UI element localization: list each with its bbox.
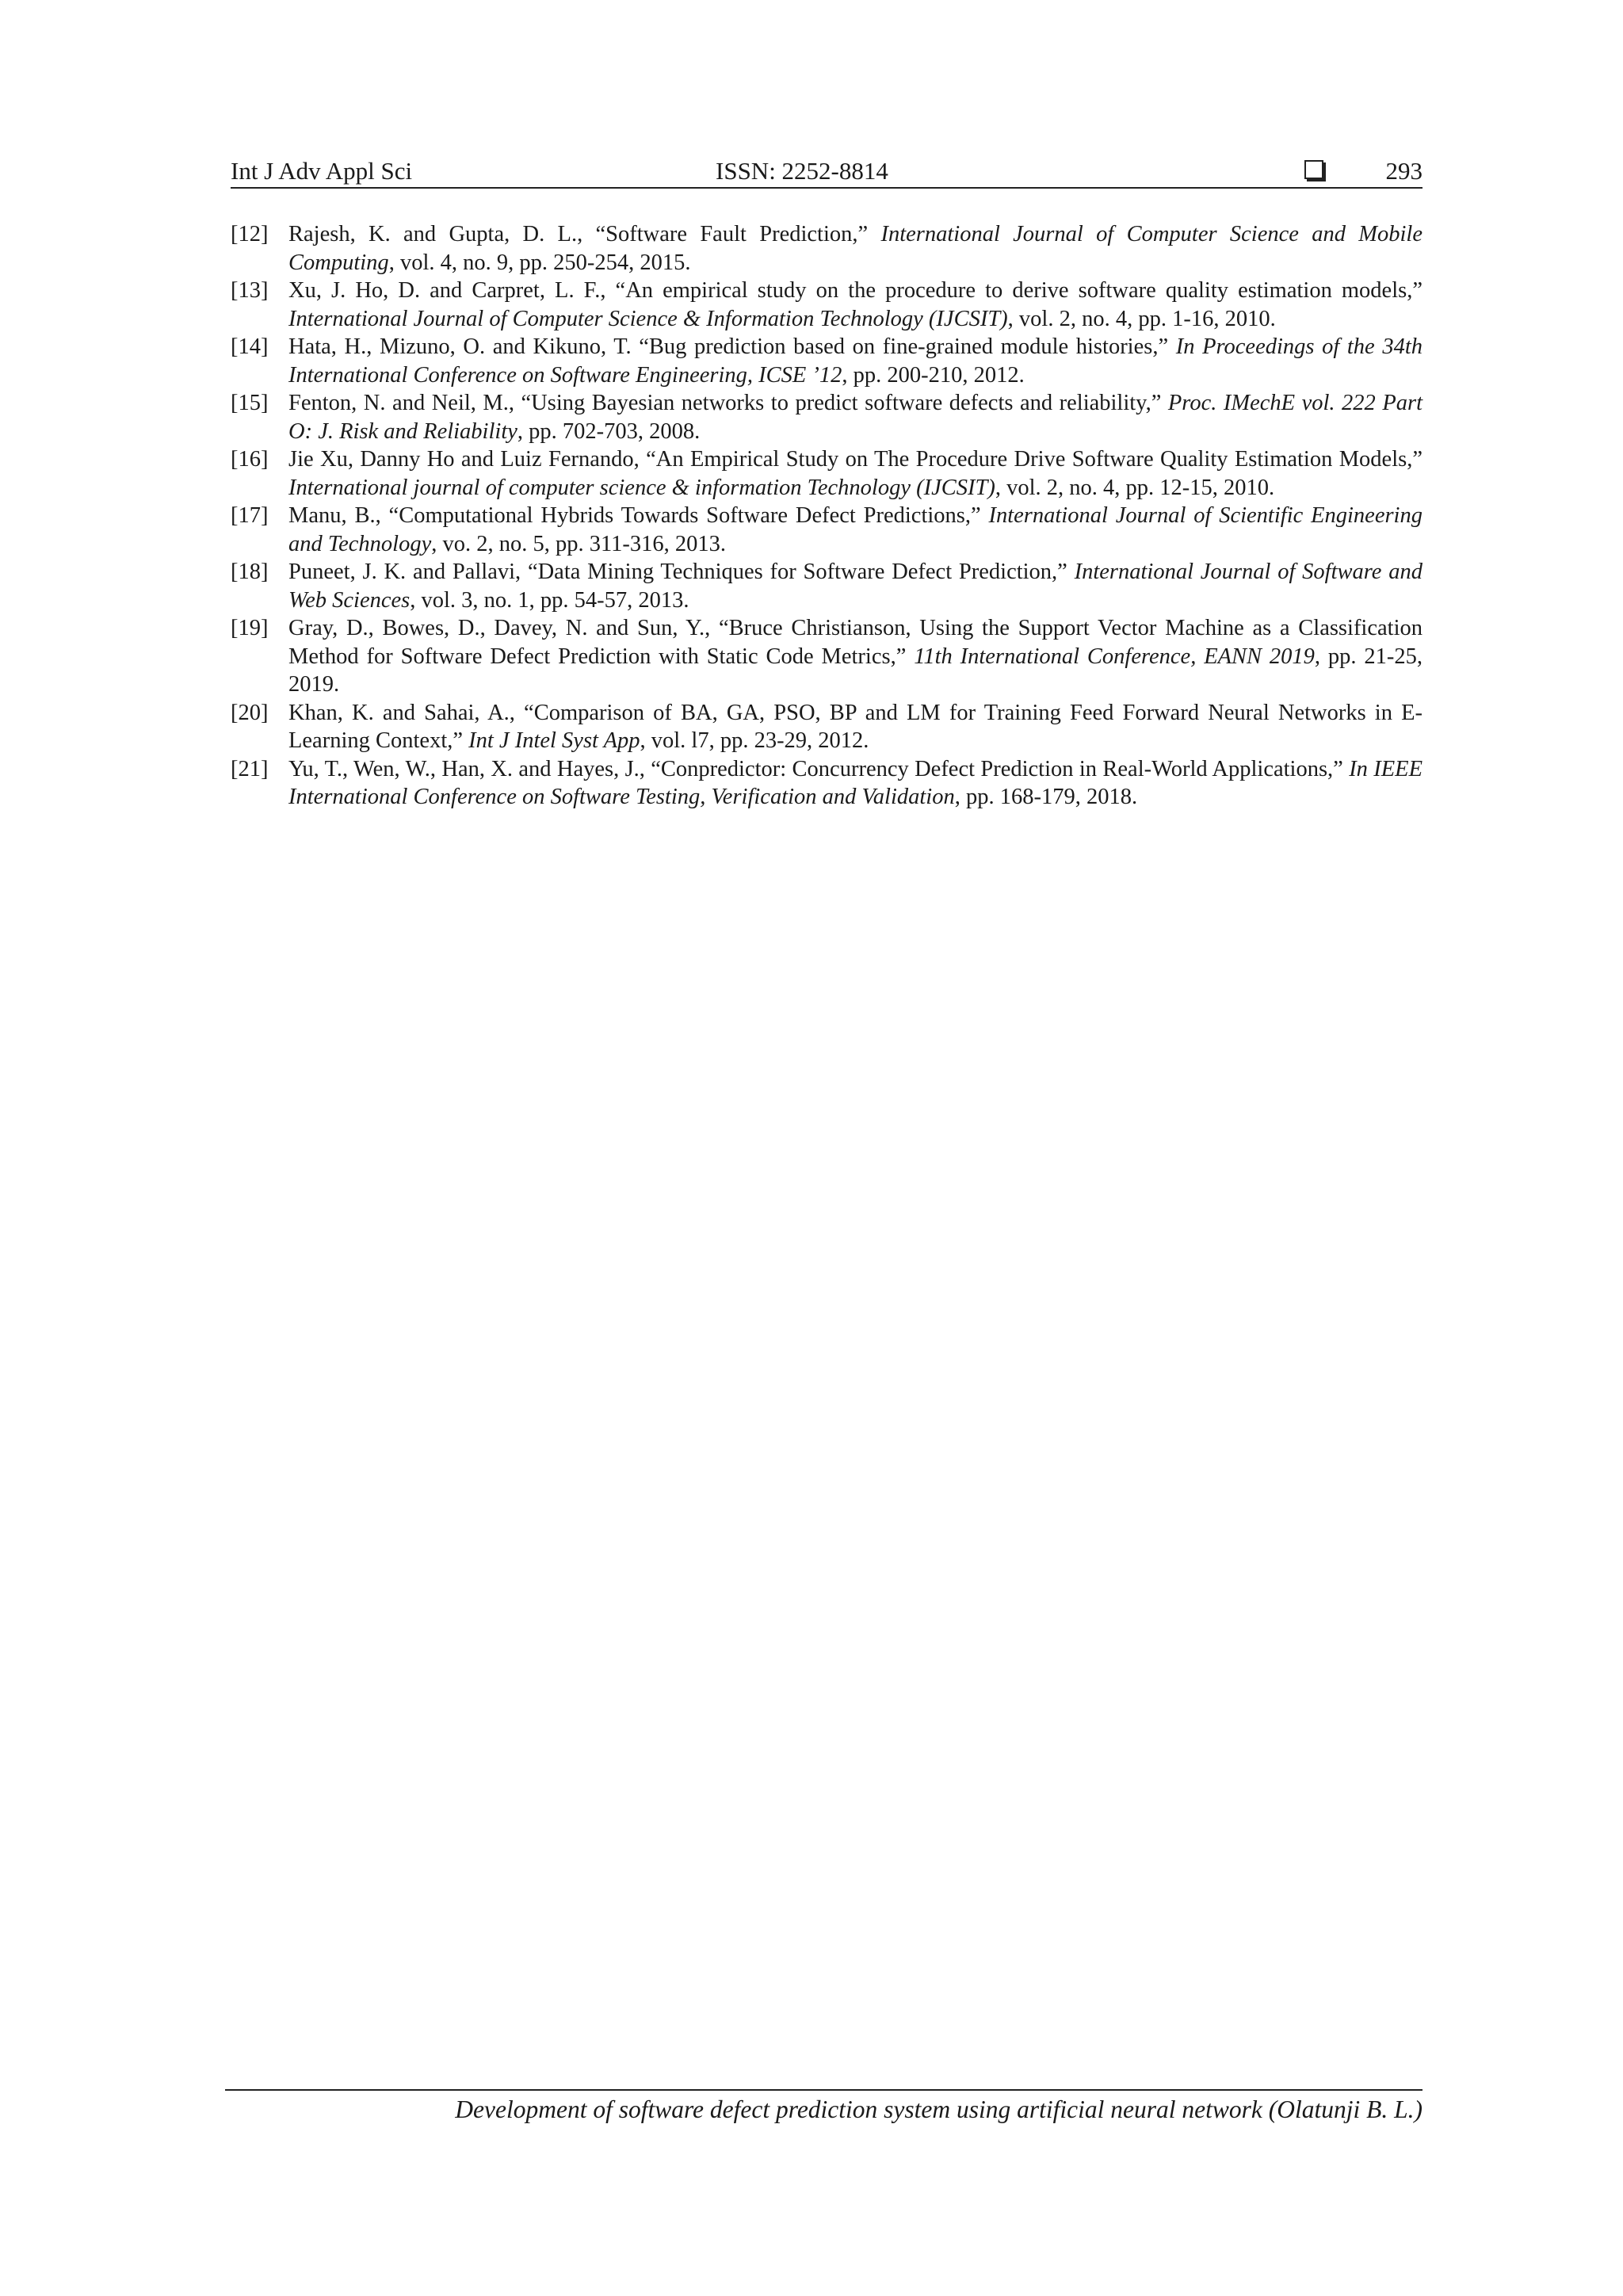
reference-text <box>288 558 1423 614</box>
reference-text <box>288 277 1423 333</box>
reference-details: , vol. 2, no. 4, pp. 12-15, 2010. <box>995 475 1275 500</box>
reference-text <box>288 614 1423 699</box>
issn: ISSN: 2252-8814 <box>716 157 888 185</box>
reference-authors-title: Fenton, N. and Neil, M., “Using Bayesian networks to predict software defects and reliability,” <box>288 391 1168 415</box>
journal-name: Int J Adv Appl Sci <box>231 157 413 185</box>
reference-venue: Proc. IMechE vol. 222 Part O: J. Risk and Reliability <box>288 391 1423 444</box>
reference-details: , vol. l7, pp. 23-29, 2012. <box>640 728 869 753</box>
reference-authors-title: Xu, J. Ho, D. and Carpret, L. F., “An empirical study on the procedure to derive software quality estimation models,” <box>288 278 1423 303</box>
reference-authors-title: Jie Xu, Danny Ho and Luiz Fernando, “An Empirical Study on The Procedure Drive Software Quality Estimation Models,” <box>288 447 1423 472</box>
reference-item <box>231 502 1423 558</box>
reference-item <box>231 699 1423 755</box>
reference-details: , pp. 200-210, 2012. <box>842 362 1025 388</box>
footer-rule <box>225 2089 1423 2091</box>
reference-details: , vol. 2, no. 4, pp. 1-16, 2010. <box>1007 306 1276 331</box>
reference-item <box>231 755 1423 812</box>
reference-details: , pp. 702-703, 2008. <box>517 418 701 444</box>
reference-number: [17] <box>231 503 269 528</box>
reference-number: [19] <box>231 616 269 640</box>
reference-item <box>231 220 1423 277</box>
page-number: 293 <box>1385 157 1423 185</box>
reference-venue: International Journal of Software and Web Sciences <box>288 560 1423 613</box>
reference-venue: International journal of computer science & information Technology (IJCSIT) <box>288 475 995 500</box>
reference-list <box>231 220 1423 812</box>
reference-venue: In Proceedings of the 34th International Conference on Software Engineering, ICSE ’12 <box>288 334 1423 388</box>
reference-venue: Int J Intel Syst App <box>468 728 640 753</box>
reference-number: [16] <box>231 447 269 472</box>
reference-details: , pp. 168-179, 2018. <box>954 785 1138 809</box>
running-header <box>231 155 1423 189</box>
reference-number: [13] <box>231 278 269 303</box>
reference-details: , vol. 3, no. 1, pp. 54-57, 2013. <box>410 587 689 613</box>
reference-text <box>288 755 1423 812</box>
reference-text <box>288 333 1423 389</box>
reference-item <box>231 614 1423 699</box>
running-footer: Development of software defect prediction system using artificial neural network (Olatunji B. L.) <box>455 2095 1423 2123</box>
square-bullet-icon <box>1304 160 1323 179</box>
reference-authors-title: Yu, T., Wen, W., Han, X. and Hayes, J., “Conpredictor: Concurrency Defect Prediction in Real-World Applications,” <box>288 756 1350 781</box>
reference-authors-title: Manu, B., “Computational Hybrids Towards Software Defect Predictions,” <box>288 503 989 528</box>
reference-authors-title: Hata, H., Mizuno, O. and Kikuno, T. “Bug prediction based on fine-grained module histories,” <box>288 334 1176 359</box>
reference-authors-title: Khan, K. and Sahai, A., “Comparison of BA, GA, PSO, BP and LM for Training Feed Forward Neural Networks in E-Learning Context,” <box>288 700 1423 753</box>
reference-venue: International Journal of Computer Science and Mobile Computing <box>288 222 1423 275</box>
reference-item <box>231 389 1423 445</box>
reference-item <box>231 445 1423 502</box>
reference-item <box>231 558 1423 614</box>
reference-text <box>288 699 1423 755</box>
reference-venue: International Journal of Computer Science & Information Technology (IJCSIT) <box>288 306 1008 331</box>
reference-venue: 11th International Conference, EANN 2019 <box>914 644 1315 669</box>
reference-text <box>288 502 1423 558</box>
reference-authors-title: Puneet, J. K. and Pallavi, “Data Mining Techniques for Software Defect Prediction,” <box>288 560 1075 584</box>
reference-text <box>288 389 1423 445</box>
reference-details: , vo. 2, no. 5, pp. 311-316, 2013. <box>431 531 727 556</box>
reference-number: [15] <box>231 391 269 415</box>
reference-item <box>231 277 1423 333</box>
reference-authors-title: Gray, D., Bowes, D., Davey, N. and Sun, Y., “Bruce Christianson, Using the Support Vector Machine as a Classification Method for Software Defect Prediction with Static Code Metrics,” <box>288 616 1423 669</box>
reference-number: [18] <box>231 560 269 584</box>
reference-venue: In IEEE International Conference on Software Testing, Verification and Validation <box>288 756 1423 809</box>
reference-venue: International Journal of Scientific Engineering and Technology <box>288 503 1423 556</box>
reference-number: [21] <box>231 756 269 781</box>
reference-authors-title: Rajesh, K. and Gupta, D. L., “Software Fault Prediction,” <box>288 222 881 246</box>
reference-number: [12] <box>231 222 269 246</box>
reference-text <box>288 220 1423 277</box>
reference-text <box>288 445 1423 502</box>
reference-number: [20] <box>231 700 269 725</box>
reference-details: , pp. 21-25, 2019. <box>288 644 1423 697</box>
reference-item <box>231 333 1423 389</box>
reference-number: [14] <box>231 334 269 359</box>
reference-details: , vol. 4, no. 9, pp. 250-254, 2015. <box>388 250 691 275</box>
